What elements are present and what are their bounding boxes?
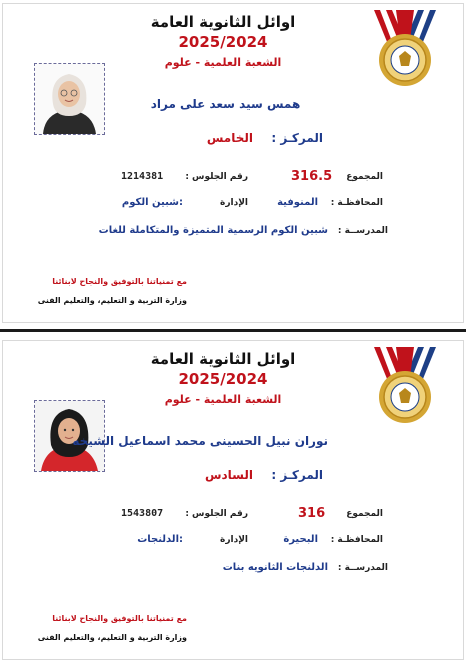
student-name: نوران نبيل الحسينى محمد اسماعيل الشيخه — [72, 434, 328, 448]
card-title: اوائل الثانوية العامة — [150, 13, 296, 31]
school-value: شبين الكوم الرسمية المتميزة والمتكاملة للغات — [98, 225, 328, 236]
seat-label: رقم الجلوس : — [185, 509, 248, 519]
school-label: المدرســة : — [337, 563, 388, 573]
seat-number: 1543807 — [121, 508, 164, 519]
branch-label: الشعبة العلمية - علوم — [164, 393, 282, 406]
seat-number: 1214381 — [121, 171, 164, 182]
governorate-value: المنوفية — [277, 197, 318, 208]
total-score: 316 — [298, 506, 326, 521]
ministry-name: وزارة التربية و التعليم، والتعليم الفنى — [37, 633, 187, 642]
academic-year: 2025/2024 — [178, 33, 268, 51]
medal-emblem-icon — [370, 347, 440, 427]
congratulations-note: مع تمنياتنا بالتوفيق والنجاح لابنائنا — [52, 614, 187, 623]
administration-value: :شبين الكوم — [121, 197, 183, 208]
governorate-label: المحافظـة : — [330, 198, 383, 208]
certificate-card-1 — [2, 3, 464, 323]
rank-value: الخامس — [206, 131, 253, 145]
medal-emblem-icon — [370, 10, 440, 90]
rank-label: المركـز : — [271, 131, 323, 145]
certificate-card-2 — [2, 340, 464, 660]
governorate-label: المحافظـة : — [330, 535, 383, 545]
administration-label: الإدارة — [220, 535, 248, 545]
governorate-value: البحيرة — [283, 534, 318, 545]
rank-label: المركـز : — [271, 468, 323, 482]
card-title: اوائل الثانوية العامة — [150, 350, 296, 368]
total-label: المجموع — [346, 509, 383, 519]
academic-year: 2025/2024 — [178, 370, 268, 388]
congratulations-note: مع تمنياتنا بالتوفيق والنجاح لابنائنا — [52, 277, 187, 286]
ministry-name: وزارة التربية و التعليم، والتعليم الفنى — [37, 296, 187, 305]
school-value: الدلنجات الثانويه بنات — [222, 562, 328, 573]
seat-label: رقم الجلوس : — [185, 172, 248, 182]
total-score: 316.5 — [291, 169, 333, 184]
card-divider — [0, 329, 466, 332]
rank-value: السادس — [204, 468, 253, 482]
student-name: همس سيد سعد على مراد — [150, 97, 301, 111]
total-label: المجموع — [346, 172, 383, 182]
student-photo-1 — [34, 63, 105, 135]
school-label: المدرســة : — [337, 226, 388, 236]
administration-label: الإدارة — [220, 198, 248, 208]
branch-label: الشعبة العلمية - علوم — [164, 56, 282, 69]
administration-value: :الدلنجات — [137, 534, 183, 545]
